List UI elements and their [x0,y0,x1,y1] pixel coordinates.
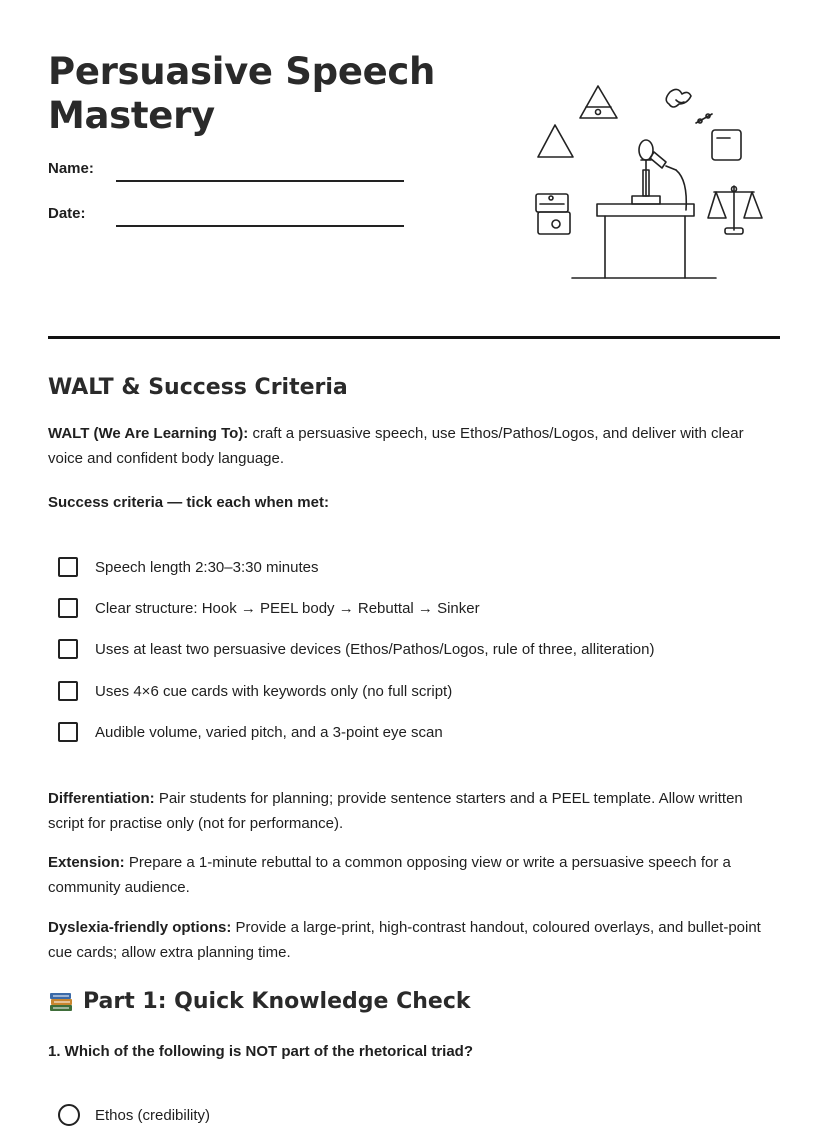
criteria-text: Audible volume, varied pitch, and a 3-point eye scan [95,723,443,741]
criteria-text: Clear structure: Hook → PEEL body → Rebuttal → Sinker [95,599,480,617]
criteria-text: Uses at least two persuasive devices (Ethos/Pathos/Logos, rule of three, alliteration) [95,640,655,658]
answer-option[interactable] [58,1104,210,1126]
differentiation-text: Pair students for planning; provide sentence starters and a PEEL template. Allow written script for practise only (not for performance). [48,790,743,832]
checkbox[interactable] [58,639,78,659]
books-icon [48,988,74,1014]
dove-icon [666,89,691,107]
question-1: 1. Which of the following is NOT part of the rhetorical triad? [48,1043,474,1060]
criteria-heading: Success criteria — tick each when met: [48,494,329,511]
checkbox[interactable] [58,722,78,742]
differentiation-paragraph [48,787,768,836]
date-field[interactable] [116,225,404,227]
checkbox[interactable] [58,598,78,618]
dyslexia-text: Provide a large-print, high-contrast handout, coloured overlays, and bullet-point cue cards; allow extra planning time. [48,919,761,961]
extension-text: Prepare a 1-minute rebuttal to a common opposing view or write a persuasive speech for a community audience. [48,854,731,896]
criteria-text: Speech length 2:30–3:30 minutes [95,558,319,576]
option-label: Ethos (credibility) [95,1106,211,1124]
triangle-icon [580,86,617,118]
criteria-item[interactable] [58,637,654,661]
quill-icon [696,114,712,123]
microphone-icon [639,140,686,210]
title-line-1: Persuasive Speech [48,50,436,93]
page-title [48,50,435,138]
criteria-item[interactable] [58,679,452,703]
walt-paragraph [48,422,768,471]
criteria-item[interactable] [58,596,480,620]
treasure-chest-icon [536,194,570,234]
dyslexia-paragraph [48,916,768,965]
walt-text: craft a persuasive speech, use Ethos/Pathos/Logos, and deliver with clear voice and confident body language. [48,425,744,467]
name-field[interactable] [116,180,404,182]
walt-heading: WALT & Success Criteria [48,375,348,400]
section-divider [48,336,780,339]
date-label: Date: [48,205,86,222]
podium-icon [572,196,716,278]
scales-icon [708,186,762,234]
podium-illustration [530,78,766,288]
cue-card-icon [712,130,741,160]
triangle-outline-icon [538,125,573,157]
checkbox[interactable] [58,557,78,577]
title-line-2: Mastery [48,94,215,137]
criteria-item[interactable] [58,555,319,579]
part1-heading [48,988,471,1014]
differentiation-label: Differentiation: [48,790,155,807]
checkbox[interactable] [58,681,78,701]
criteria-text: Uses 4×6 cue cards with keywords only (no full script) [95,682,453,700]
dyslexia-label: Dyslexia-friendly options: [48,919,232,936]
extension-label: Extension: [48,854,125,871]
walt-label: WALT (We Are Learning To): [48,425,249,442]
radio-button[interactable] [58,1104,80,1126]
part1-title: Part 1: Quick Knowledge Check [83,988,471,1014]
criteria-item[interactable] [58,720,443,744]
extension-paragraph [48,851,768,900]
name-label: Name: [48,160,94,177]
